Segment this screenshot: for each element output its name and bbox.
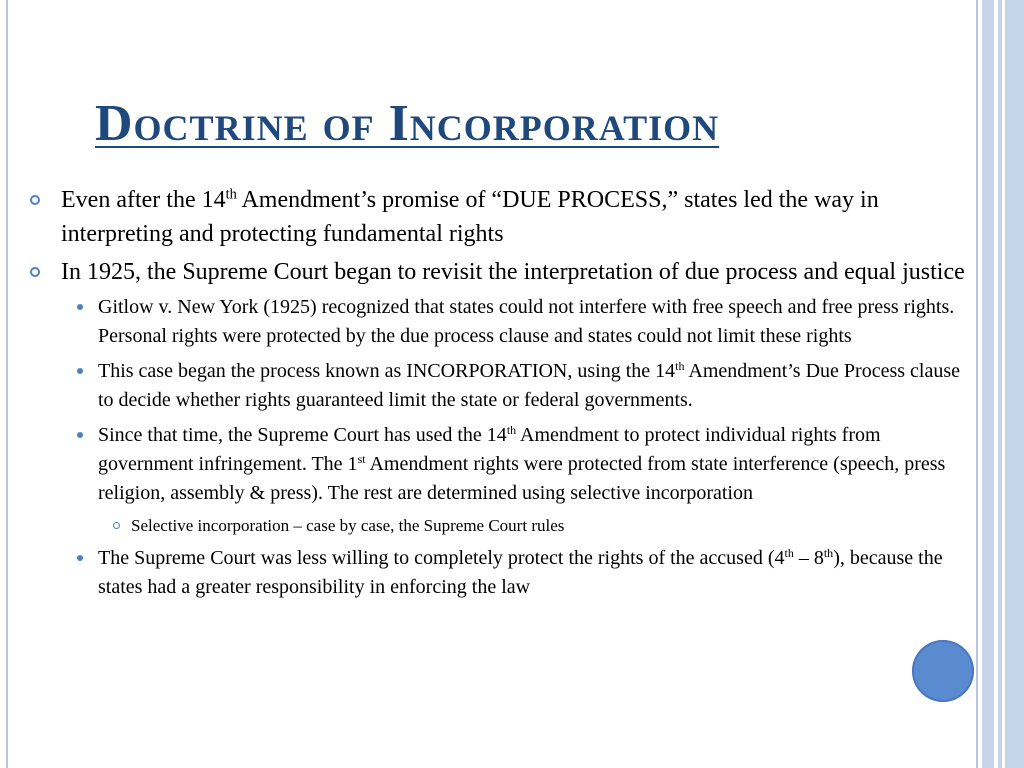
sub-sub-bullet-item	[99, 514, 970, 538]
bullet-text-post: Amendment’s promise of “DUE PROCESS,” states led the way in interpreting and protecting fundamental rights	[61, 187, 879, 247]
sub-bullet-list	[61, 293, 970, 508]
sub-bullet-list	[61, 544, 970, 602]
frame-left-line	[6, 0, 8, 768]
ordinal-suffix: th	[823, 545, 834, 560]
ordinal-suffix: th	[675, 358, 685, 373]
decorative-circle	[912, 640, 974, 702]
bullet-item	[30, 255, 970, 289]
sub-bullet-text: Gitlow v. New York (1925) recognized that states could not interfere with free speech and free press rights. Personal rights were protected by the due process clause and states could not limit these rights	[98, 296, 955, 347]
filled-bullet-icon	[77, 304, 83, 310]
slide-content	[30, 183, 970, 608]
bullet-text-pre: Even after the 14	[61, 187, 226, 213]
ordinal-suffix: st	[357, 451, 366, 466]
sub-bullet-item	[61, 544, 970, 602]
sub-bullet-text-part: – 8	[793, 547, 824, 569]
slide-title: Doctrine of Incorporation	[95, 95, 720, 152]
ordinal-suffix: th	[506, 422, 517, 437]
ordinal-suffix: th	[784, 545, 794, 560]
sub-sub-bullet-text: Selective incorporation – case by case, the Supreme Court rules	[131, 516, 565, 535]
bullet-text: In 1925, the Supreme Court began to revisit the interpretation of due process and equal justice	[61, 259, 965, 285]
sub-bullet-text-post: Amendment rights were protected from state interference (speech, press religion, assembly & press). The rest are determined using selective incorporation	[98, 453, 946, 504]
frame-right-line	[976, 0, 978, 768]
sub-bullet-item	[61, 357, 970, 415]
hollow-bullet-icon	[30, 267, 40, 277]
filled-bullet-icon	[77, 432, 83, 438]
sub-bullet-text-pre: Since that time, the Supreme Court has used the 14	[98, 424, 507, 446]
sub-bullet-text-mid: Amendment to protect individual rights from government infringement. The 1	[98, 424, 881, 475]
frame-right-band	[982, 0, 994, 768]
ordinal-suffix: th	[225, 186, 237, 203]
filled-bullet-icon	[77, 555, 83, 561]
hollow-bullet-icon	[30, 195, 40, 205]
sub-bullet-text-part: ), because the states had a greater responsibility in enforcing the law	[98, 547, 943, 598]
sub-bullet-text-pre: This case began the process known as INCORPORATION, using the 14	[98, 360, 676, 382]
filled-bullet-icon	[77, 368, 83, 374]
frame-right-edge	[1005, 0, 1024, 768]
sub-bullet-text-part: The Supreme Court was less willing to completely protect the rights of the accused (4	[98, 547, 785, 569]
hollow-bullet-icon	[113, 522, 120, 529]
sub-bullet-item	[61, 421, 970, 508]
sub-bullet-text-post: Amendment’s Due Process clause to decide whether rights guaranteed limit the state or federal governments.	[98, 360, 960, 411]
sub-bullet-item	[61, 293, 970, 351]
bullet-item	[30, 183, 970, 251]
